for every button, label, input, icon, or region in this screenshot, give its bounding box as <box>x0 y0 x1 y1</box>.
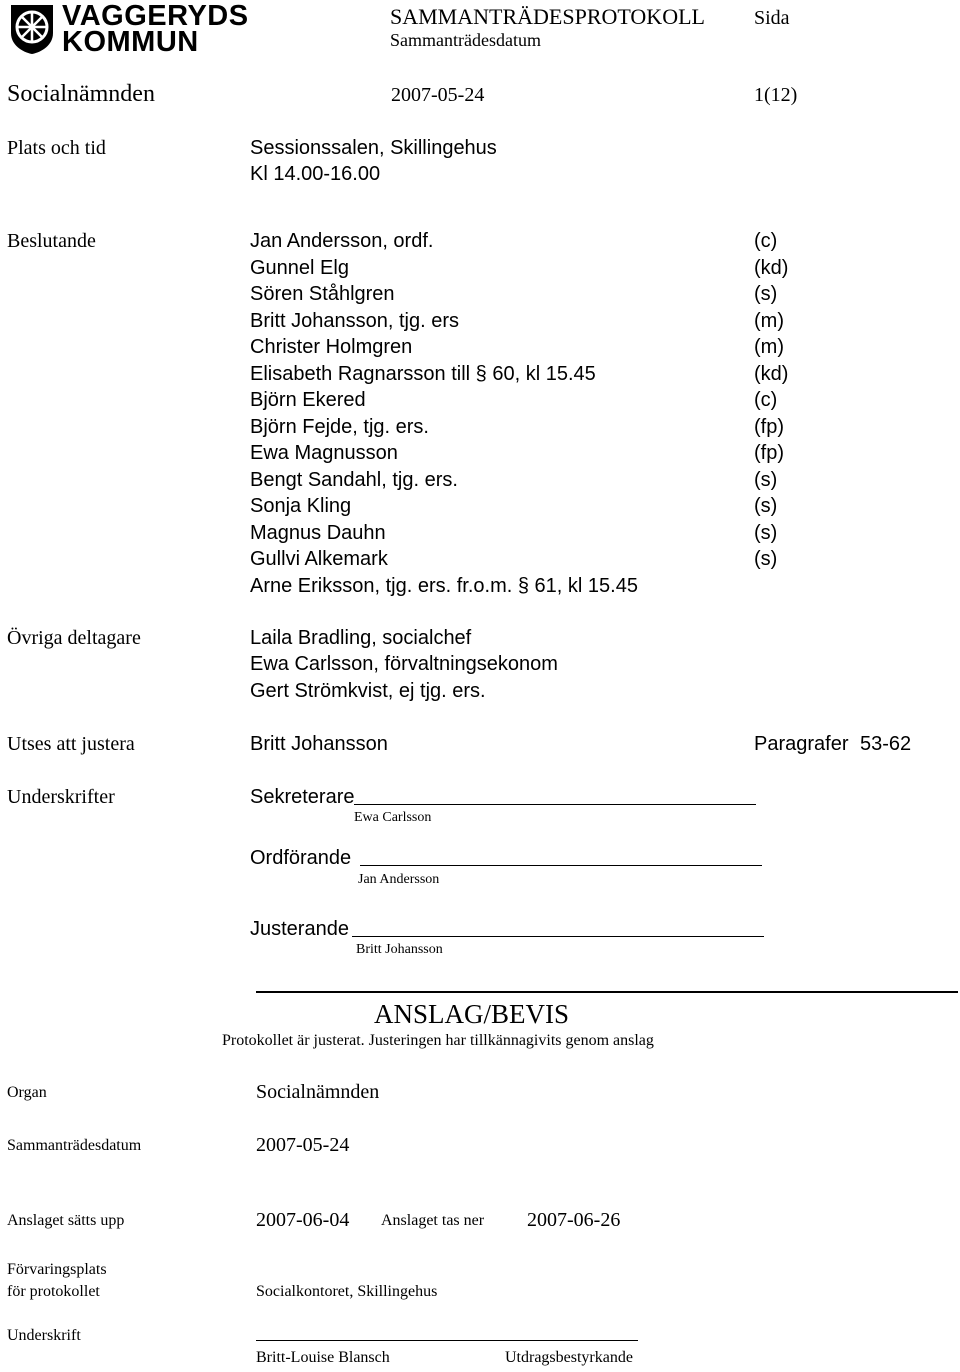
meeting-date-value-notice: 2007-05-24 <box>256 1134 350 1156</box>
notice-title: ANSLAG/BEVIS <box>374 999 570 1029</box>
place-time: Kl 14.00-16.00 <box>250 163 381 185</box>
storage-value: Socialkontoret, Skillingehus <box>256 1283 438 1300</box>
member-name: Elisabeth Ragnarsson till § 60, kl 15.45 <box>250 362 596 385</box>
member-name: Gullvi Alkemark <box>250 548 388 570</box>
member-party: (s) <box>754 548 778 570</box>
page-number: 1(12) <box>754 84 798 106</box>
others-label: Övriga deltagare <box>7 627 141 649</box>
signature-name: Britt Johansson <box>356 942 443 957</box>
member-party: (fp) <box>754 442 784 464</box>
storage-label-1: Förvaringsplats <box>7 1261 107 1278</box>
logo-line-1: VAGGERYDS <box>62 0 249 32</box>
member-party: (fp) <box>754 415 784 438</box>
member-party: (s) <box>754 521 778 544</box>
signature-name: Ewa Carlsson <box>354 810 432 825</box>
signature-name: Jan Andersson <box>358 872 440 887</box>
sign-label: Underskrift <box>7 1327 81 1344</box>
member-party: (s) <box>754 283 778 305</box>
meeting-date-label: Sammanträdesdatum <box>390 30 541 50</box>
member-party: (c) <box>754 389 778 411</box>
place-location: Sessionssalen, Skillingehus <box>250 137 497 159</box>
logo-line-2: KOMMUN <box>62 26 199 58</box>
removed-label: Anslaget tas ner <box>381 1212 485 1229</box>
member-name: Arne Eriksson, tjg. ers. fr.o.m. § 61, kl 15.45 <box>250 574 638 597</box>
member-name: Gunnel Elg <box>250 256 349 279</box>
signer-name: Britt-Louise Blansch <box>256 1349 390 1366</box>
other-person: Laila Bradling, socialchef <box>250 627 472 649</box>
storage-label-2: för protokollet <box>7 1283 100 1300</box>
decision-makers-label: Beslutande <box>7 230 96 252</box>
member-name: Christer Holmgren <box>250 336 413 358</box>
meeting-body: Socialnämnden <box>7 81 155 107</box>
meeting-date: 2007-05-24 <box>391 84 485 106</box>
member-name: Björn Fejde, tjg. ers. <box>250 415 429 438</box>
member-name: Britt Johansson, tjg. ers <box>250 309 459 332</box>
member-name: Jan Andersson, ordf. <box>250 230 434 252</box>
signature-line <box>360 865 762 866</box>
member-name: Bengt Sandahl, tjg. ers. <box>250 468 458 491</box>
adjuster-name: Britt Johansson <box>250 733 388 755</box>
section-divider <box>256 991 958 993</box>
signature-line <box>354 804 756 805</box>
member-party: (m) <box>754 336 784 358</box>
member-name: Björn Ekered <box>250 389 366 411</box>
member-name: Sören Ståhlgren <box>250 283 395 305</box>
member-name: Magnus Dauhn <box>250 521 386 544</box>
member-party: (s) <box>754 495 778 517</box>
signature-role: Ordförande <box>250 847 352 869</box>
signer-role: Utdragsbestyrkande <box>505 1349 633 1366</box>
paragraphs-label: Paragrafer <box>754 733 849 755</box>
organ-label: Organ <box>7 1084 47 1101</box>
posted-label: Anslaget sätts upp <box>7 1212 125 1229</box>
place-label: Plats och tid <box>7 137 106 159</box>
signature-line <box>256 1340 638 1341</box>
signatures-label: Underskrifter <box>7 786 115 808</box>
member-name: Ewa Magnusson <box>250 442 398 464</box>
coat-of-arms-icon <box>8 3 56 55</box>
member-party: (m) <box>754 309 784 332</box>
signature-role: Sekreterare <box>250 786 355 808</box>
posted-date: 2007-06-04 <box>256 1209 350 1231</box>
document-title: SAMMANTRÄDESPROTOKOLL <box>390 4 705 29</box>
other-person: Ewa Carlsson, förvaltningsekonom <box>250 653 558 675</box>
adjuster-label: Utses att justera <box>7 733 135 755</box>
municipality-logo <box>8 3 56 55</box>
member-party: (kd) <box>754 362 789 385</box>
member-party: (c) <box>754 230 778 252</box>
notice-subtitle: Protokollet är justerat. Justeringen har tillkännagivits genom anslag <box>222 1032 654 1049</box>
decision-makers-list <box>250 228 810 600</box>
other-person: Gert Strömkvist, ej tjg. ers. <box>250 680 486 702</box>
meeting-date-label-notice: Sammanträdesdatum <box>7 1137 142 1154</box>
member-party: (kd) <box>754 256 789 279</box>
page-label: Sida <box>754 7 790 29</box>
signature-line <box>352 936 764 937</box>
signature-role: Justerande <box>250 918 349 940</box>
member-name: Sonja Kling <box>250 495 352 517</box>
organ-value: Socialnämnden <box>256 1081 380 1103</box>
removed-date: 2007-06-26 <box>527 1209 621 1231</box>
paragraphs-range: 53-62 <box>860 733 912 755</box>
member-party: (s) <box>754 468 778 491</box>
